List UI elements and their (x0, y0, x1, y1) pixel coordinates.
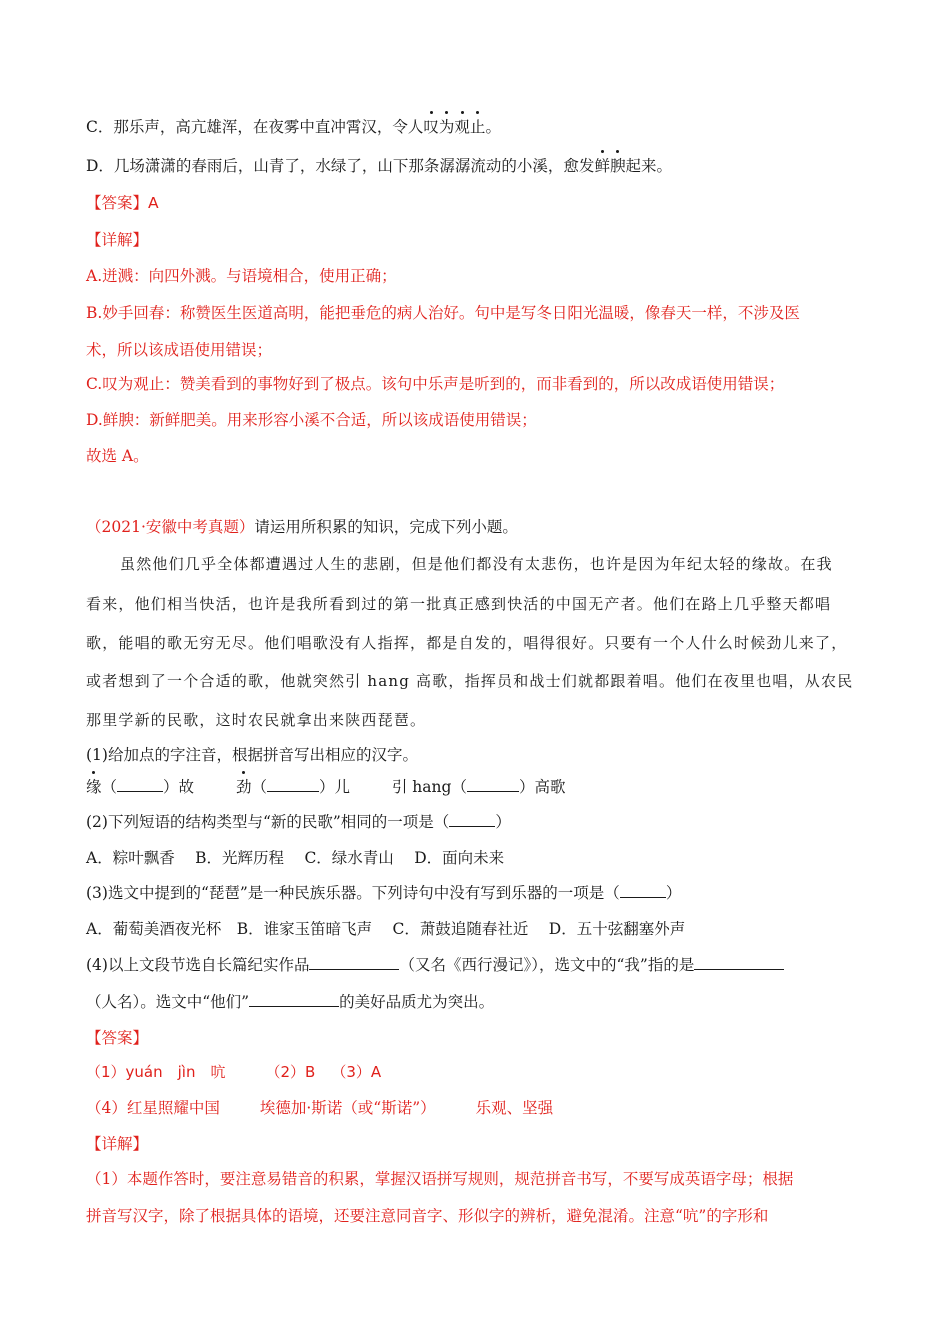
passage-line: 看来，他们相当快活，也许是我所看到过的第一批真正感到快活的中国无产者。他们在路上几乎整天都唱 (86, 595, 832, 613)
answer-blank[interactable] (267, 776, 319, 792)
answer-4a: （4）红星照耀中国 (86, 1099, 220, 1117)
q3-options: A．葡萄美酒夜光杯 B．谁家玉笛暗飞声 C．萧鼓追随春社近 D．五十弦翻塞外声 (86, 920, 686, 938)
pinyin-items (86, 776, 565, 798)
option-c-text: C．那乐声，高亢雄浑，在夜雾中直冲霄汉，令人 (86, 118, 424, 136)
answer-1: （1）yuán jìn 吭 (86, 1063, 226, 1081)
sub-question-4 (86, 954, 784, 976)
answer-value: A (148, 194, 159, 212)
option-d-end: 起来。 (625, 157, 672, 175)
explain-line: A.迸溅：向四外溅。与语境相合，使用正确； (86, 267, 397, 285)
paren: （ (251, 778, 267, 796)
option-d-text: D．几场潇潇的春雨后，山青了，水绿了，山下那条潺潺流动的小溪，愈发 (86, 157, 595, 175)
question-source: （2021·安徽中考真题） (86, 518, 255, 536)
explain-line: D.鲜腴：新鲜肥美。用来形容小溪不合适，所以该成语使用错误； (86, 411, 537, 429)
passage-line: 虽然他们几乎全体都遭遇过人生的悲剧，但是他们都没有太悲伤，也许是因为年纪太轻的缘故。在我 (120, 555, 833, 573)
question-prompt: 请运用所积累的知识，完成下列小题。 (254, 518, 518, 536)
answer-line-1 (86, 1061, 381, 1083)
paren: ） (495, 813, 511, 831)
dotted-char: 叹 (423, 118, 439, 136)
answer-blank[interactable] (249, 991, 339, 1007)
sub-question-2 (86, 811, 511, 833)
explain-line: 故选 A。 (86, 447, 149, 465)
option-c-end: 。 (485, 118, 501, 136)
question-header (86, 516, 518, 538)
detail-tag: 【详解】 (86, 1135, 149, 1153)
q2-options: A．粽叶飘香 B．光辉历程 C．绿水青山 D．面向未来 (86, 849, 505, 867)
explain-line: B.妙手回春：称赞医生医道高明，能把垂危的病人治好。句中是写冬日阳光温暖，像春天一样，不涉及医 (86, 304, 800, 322)
sub-question-3 (86, 882, 681, 904)
option-d (86, 155, 672, 177)
item-suffix: 故 (178, 778, 195, 796)
answer-blank[interactable] (467, 776, 519, 792)
item-suffix: 高歌 (534, 778, 566, 796)
q4-text: （人名）。选文中“他们” (86, 993, 250, 1011)
option-c (86, 116, 501, 138)
answer-4b: 埃德加·斯诺（或“斯诺”） (259, 1099, 436, 1117)
paren: （ (451, 778, 467, 796)
detail-line: 拼音写汉字，除了根据具体的语境，还要注意同音字、形似字的辨析，避免混淆。注意“吭”的字形和 (86, 1207, 769, 1225)
answer-line-2 (86, 1097, 553, 1119)
paren: （ (101, 778, 118, 796)
paren: ） (318, 778, 335, 796)
dotted-char: 缘 (86, 778, 102, 796)
answer-blank[interactable] (694, 954, 784, 970)
q2-text: (2)下列短语的结构类型与“新的民歌”相同的一项是（ (86, 813, 450, 831)
passage-line: 那里学新的民歌，这时农民就拿出来陕西琵琶。 (86, 711, 427, 729)
answer-blank[interactable] (117, 776, 163, 792)
q4-text: （又名《西行漫记》），选文中的“我”指的是 (399, 956, 695, 974)
answer-blank[interactable] (309, 954, 399, 970)
passage-line: 或者想到了一个合适的歌，他就突然引 hang 高歌，指挥员和战士们就都跟着唱。他们在夜里也唱，从农民 (86, 672, 854, 690)
explain-line: C.叹为观止：赞美看到的事物好到了极点。该句中乐声是听到的，而非看到的，所以改成语使用错误； (86, 375, 785, 393)
q4-text: (4)以上文段节选自长篇纪实作品 (86, 956, 310, 974)
answer-blank[interactable] (449, 811, 495, 827)
paren: ） (518, 778, 535, 796)
paren: ） (665, 884, 682, 902)
dotted-char: 为 (438, 118, 455, 136)
q3-text: (3)选文中提到的“琵琶”是一种民族乐器。下列诗句中没有写到乐器的一项是（ (86, 884, 620, 902)
answer-tag: 【答案】 (86, 1029, 149, 1047)
sub-question-1: (1)给加点的字注音，根据拼音写出相应的汉字。 (86, 746, 418, 764)
answer-3: （3）A (331, 1063, 382, 1081)
answer-4c: 乐观、坚强 (475, 1099, 554, 1117)
item-suffix: 儿 (334, 778, 350, 796)
q4-text: 的美好品质尤为突出。 (339, 993, 495, 1011)
dotted-char: 腴 (609, 157, 626, 175)
dotted-char: 劲 (235, 778, 252, 796)
answer-blank[interactable] (620, 882, 666, 898)
answer-2: （2）B (265, 1063, 316, 1081)
dotted-char: 观 (454, 118, 470, 136)
pinyin-char: 引 hang (391, 778, 452, 796)
detail-tag: 【详解】 (86, 231, 149, 249)
passage-line: 歌，能唱的歌无穷无尽。他们唱歌没有人指挥，都是自发的，唱得很好。只要有一个人什么时候劲儿来了， (86, 634, 848, 652)
answer-tag: 【答案】 (86, 194, 149, 212)
explain-line: 术，所以该成语使用错误； (86, 341, 273, 359)
answer-line (86, 192, 159, 214)
detail-line: （1）本题作答时，要注意易错音的积累，掌握汉语拼写规则，规范拼音书写，不要写成英语字母；根据 (86, 1170, 794, 1188)
dotted-char: 止 (469, 118, 486, 136)
paren: ） (163, 778, 179, 796)
dotted-char: 鲜 (594, 157, 610, 175)
sub-question-4-cont (86, 991, 494, 1013)
